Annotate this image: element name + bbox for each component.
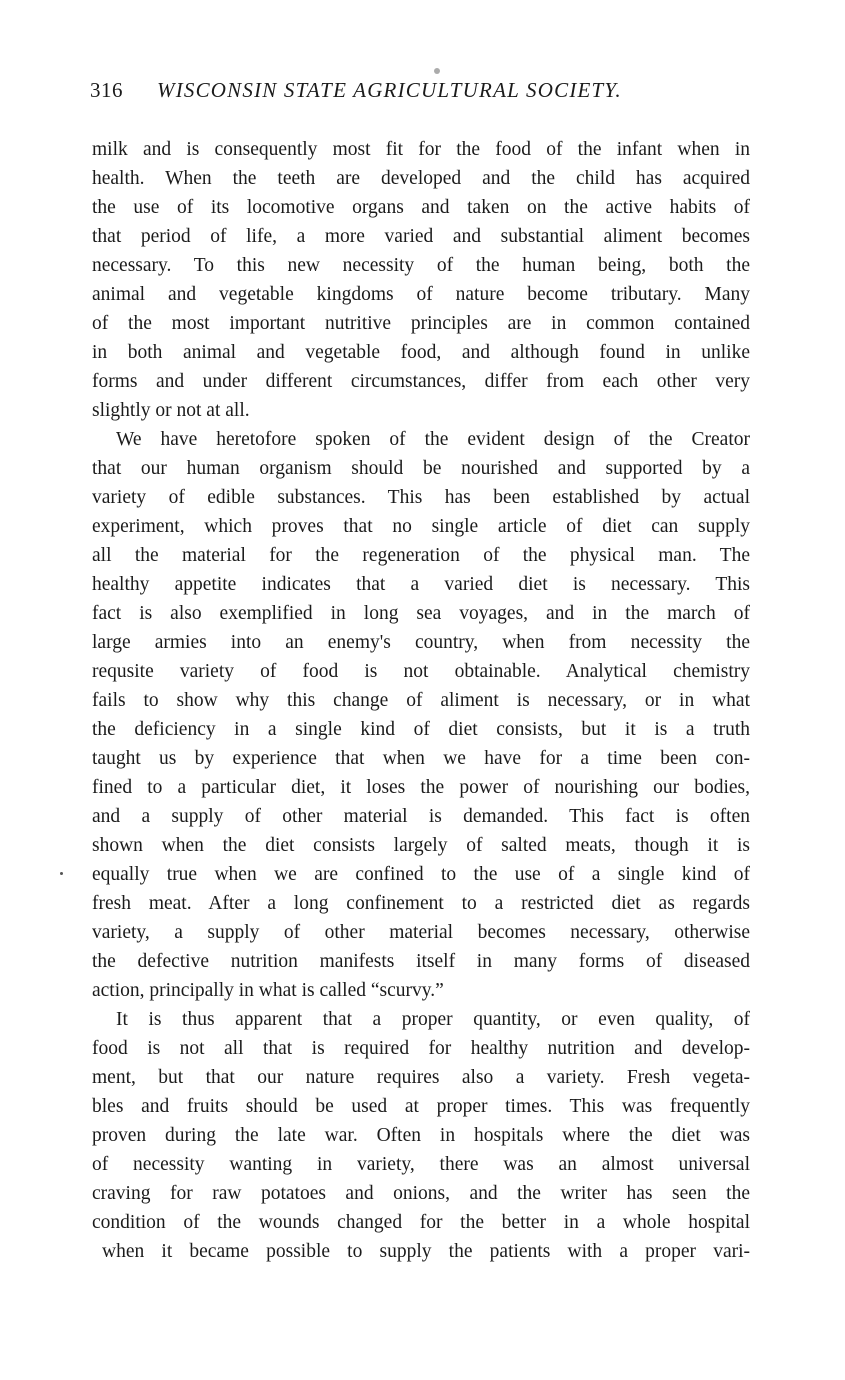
running-title: WISCONSIN STATE AGRICULTURAL SOCIETY. xyxy=(157,78,622,102)
text-line: in both animal and vegetable food, and although found in unlike xyxy=(92,342,750,363)
page-number: 316 xyxy=(90,78,123,102)
body-text xyxy=(92,135,750,1266)
text-line: large armies into an enemy's country, when from necessity the xyxy=(92,632,750,653)
text-line: craving for raw potatoes and onions, and the writer has seen the xyxy=(92,1183,750,1204)
text-line: fined to a particular diet, it loses the power of nourishing our bodies, xyxy=(92,777,750,798)
text-line: equally true when we are confined to the use of a single kind of xyxy=(92,864,750,885)
text-line: food is not all that is required for healthy nutrition and develop- xyxy=(92,1038,750,1059)
stray-dot-mark xyxy=(60,872,63,875)
text-line: experiment, which proves that no single article of diet can supply xyxy=(92,516,750,537)
text-line: proven during the late war. Often in hospitals where the diet was xyxy=(92,1125,750,1146)
text-line: fact is also exemplified in long sea voyages, and in the march of xyxy=(92,603,750,624)
page-header xyxy=(90,78,690,108)
text-line: healthy appetite indicates that a varied diet is necessary. This xyxy=(92,574,750,595)
ink-speck xyxy=(434,68,440,74)
text-line: the defective nutrition manifests itself in many forms of diseased xyxy=(92,951,750,972)
paragraph-1 xyxy=(92,135,750,425)
text-line: animal and vegetable kingdoms of nature become tributary. Many xyxy=(92,284,750,305)
text-line: the deficiency in a single kind of diet consists, but it is a truth xyxy=(92,719,750,740)
text-line: health. When the teeth are developed and the child has acquired xyxy=(92,168,750,189)
text-line: all the material for the regeneration of the physical man. The xyxy=(92,545,750,566)
text-line: and a supply of other material is demanded. This fact is often xyxy=(92,806,750,827)
text-line: that period of life, a more varied and substantial aliment becomes xyxy=(92,226,750,247)
text-line: variety, a supply of other material becomes necessary, otherwise xyxy=(92,922,750,943)
text-line: variety of edible substances. This has been established by actual xyxy=(92,487,750,508)
text-line: of the most important nutritive principles are in common contained xyxy=(92,313,750,334)
text-line: that our human organism should be nourished and supported by a xyxy=(92,458,750,479)
text-line: the use of its locomotive organs and taken on the active habits of xyxy=(92,197,750,218)
text-line: when it became possible to supply the patients with a proper vari- xyxy=(102,1241,750,1262)
text-line: action, principally in what is called “scurvy.” xyxy=(92,980,444,1001)
text-line: ment, but that our nature requires also a variety. Fresh vegeta- xyxy=(92,1067,750,1088)
text-line: milk and is consequently most fit for the food of the infant when in xyxy=(92,139,750,160)
text-line: of necessity wanting in variety, there was an almost universal xyxy=(92,1154,750,1175)
text-line: We have heretofore spoken of the evident design of the Creator xyxy=(116,429,750,450)
text-line: forms and under different circumstances, differ from each other very xyxy=(92,371,750,392)
text-line: taught us by experience that when we have for a time been con- xyxy=(92,748,750,769)
text-line: It is thus apparent that a proper quantity, or even quality, of xyxy=(116,1009,750,1030)
paragraph-3 xyxy=(92,1005,750,1266)
text-line: fresh meat. After a long confinement to a restricted diet as regards xyxy=(92,893,750,914)
text-line: condition of the wounds changed for the better in a whole hospital xyxy=(92,1212,750,1233)
text-line: shown when the diet consists largely of salted meats, though it is xyxy=(92,835,750,856)
text-line: necessary. To this new necessity of the human being, both the xyxy=(92,255,750,276)
text-line: slightly or not at all. xyxy=(92,400,250,421)
text-line: bles and fruits should be used at proper times. This was frequently xyxy=(92,1096,750,1117)
text-line: fails to show why this change of aliment is necessary, or in what xyxy=(92,690,750,711)
text-line: requsite variety of food is not obtainable. Analytical chemistry xyxy=(92,661,750,682)
paragraph-2 xyxy=(92,425,750,1005)
